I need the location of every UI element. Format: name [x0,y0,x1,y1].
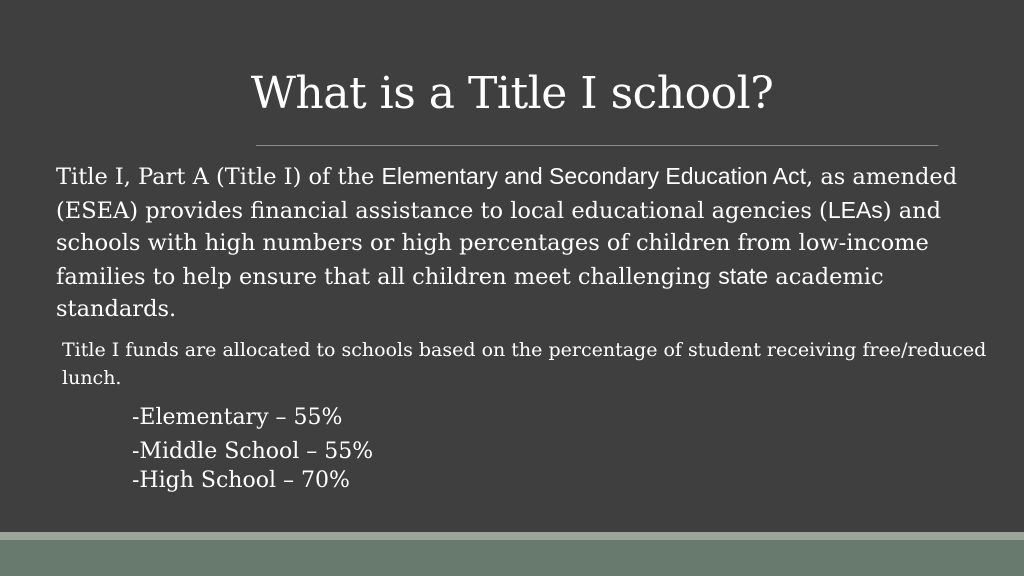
slide-title: What is a Title I school? [250,68,774,119]
paragraph-text-2: , as amended (ESEA) provides financial assistance to local educational agencies ( [56,164,958,224]
footer-band-highlight [0,532,1024,540]
threshold-elementary: -Elementary – 55% [132,405,343,430]
threshold-high-school: -High School – 70% [132,468,350,493]
leas-link[interactable]: LEAs [827,196,883,223]
footer-band [0,540,1024,576]
threshold-middle-school: -Middle School – 55% [132,439,374,464]
paragraph-text-1: Title I, Part A (Title I) of the [56,164,382,190]
funding-paragraph: Title I funds are allocated to schools based on the percentage of student receiving free/reduced lunch. [62,339,987,389]
state-link[interactable]: state [718,262,769,289]
paragraph-text-3: ) and schools with high numbers or high percentages of children from low-income families to help ensure that all children meet challenging [56,197,942,290]
esea-link[interactable]: Elementary and Secondary Education Act [381,163,807,189]
title-divider [256,145,938,146]
title-i-definition-paragraph [56,160,986,326]
paragraph-text-4: academic standards. [56,263,884,322]
